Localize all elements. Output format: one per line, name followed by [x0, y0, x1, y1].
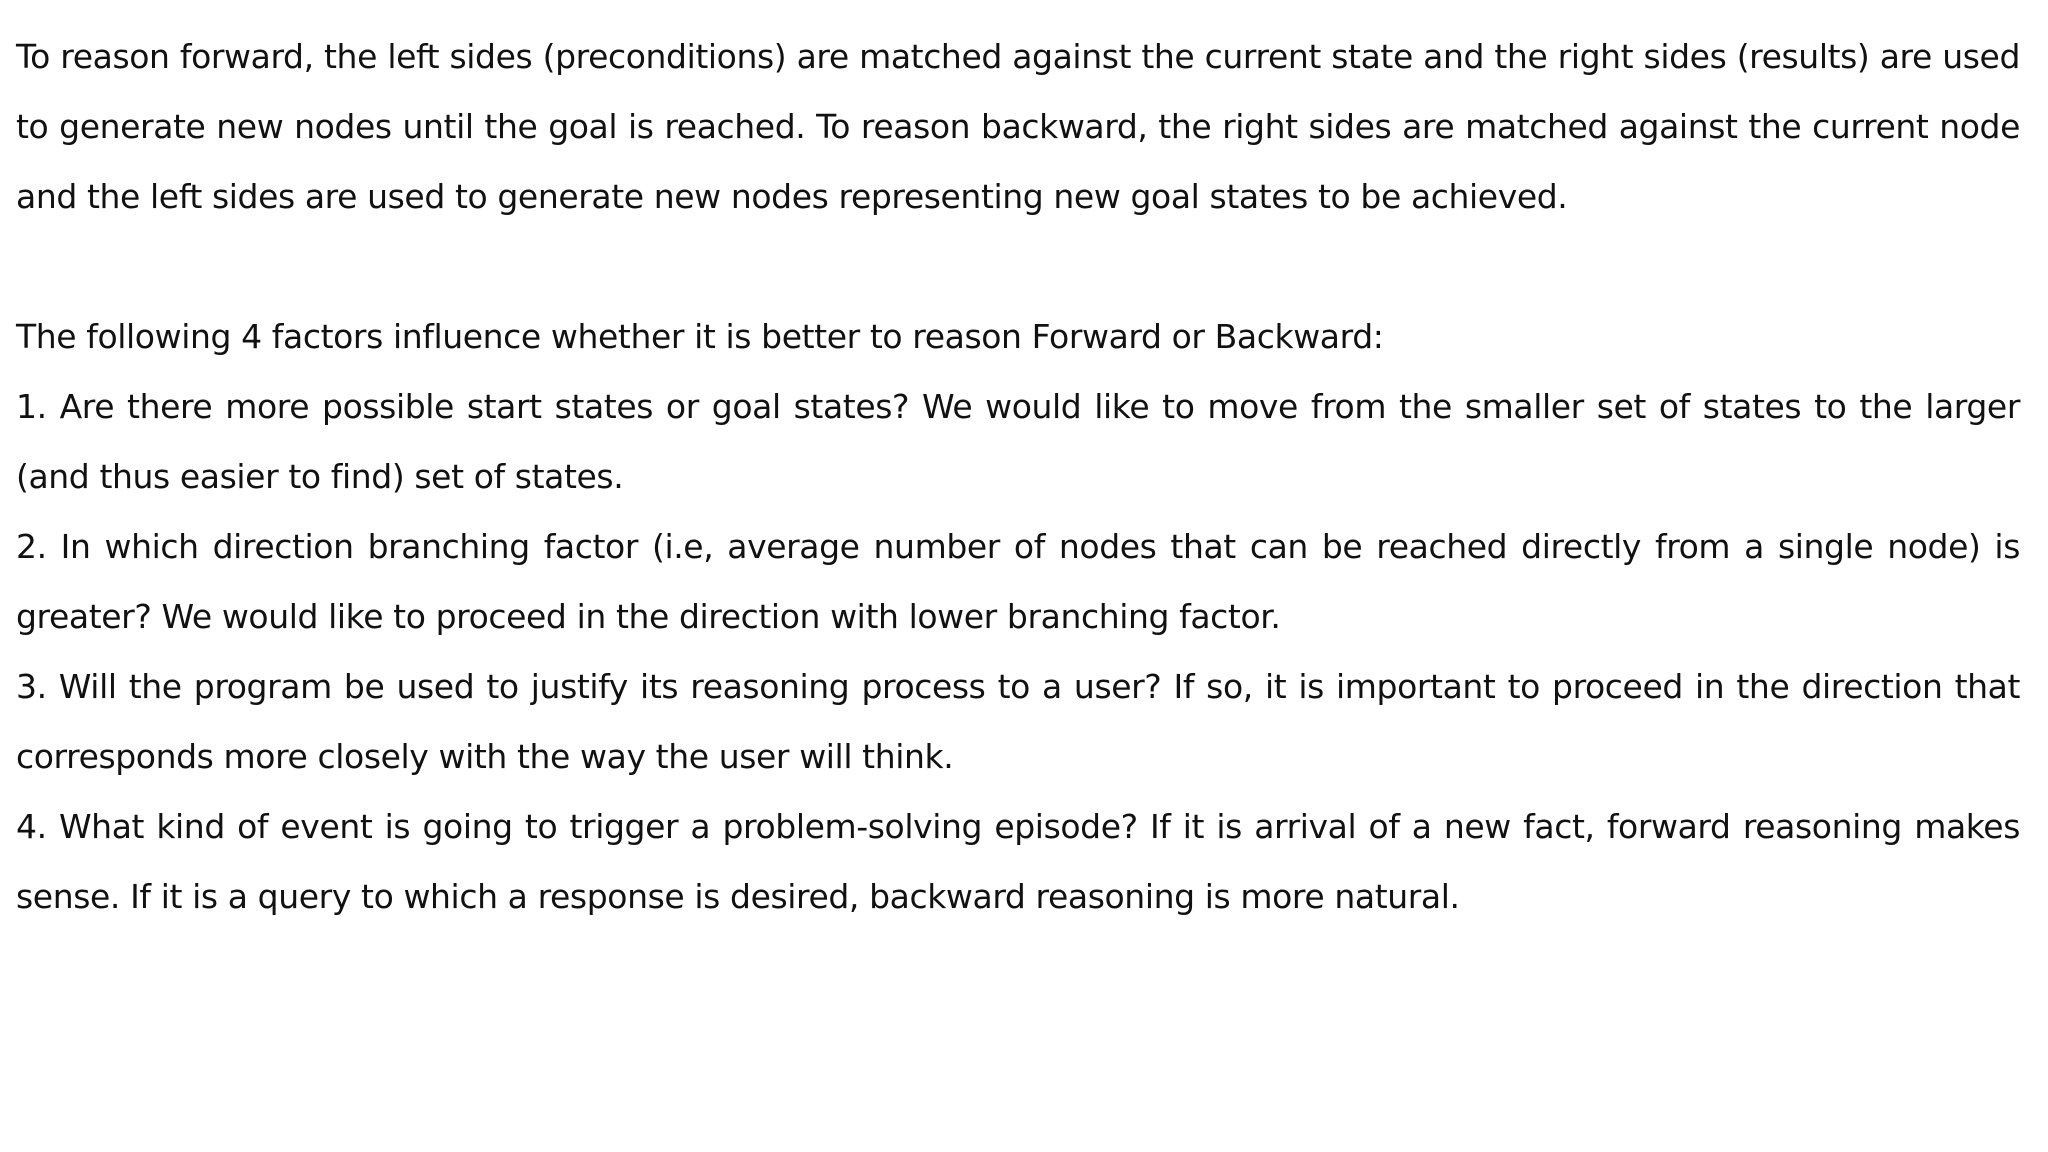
factor-item-4: 4. What kind of event is going to trigger a problem-solving episode? If it is arrival of a new fact, forward reasoning makes sense. If it is a query to which a response is desired, backward reasoning is more natural. [16, 807, 2020, 916]
factor-item-2: 2. In which direction branching factor (i.e, average number of nodes that can be reached directly from a single node) is greater? We would like to proceed in the direction with lower branching factor. [16, 527, 2020, 636]
factor-item-1: 1. Are there more possible start states or goal states? We would like to move from the smaller set of states to the larger (and thus easier to find) set of states. [16, 387, 2020, 496]
document-body [16, 22, 2020, 932]
paragraph-gap [16, 232, 2020, 302]
intro-paragraph: To reason forward, the left sides (preconditions) are matched against the current state and the right sides (results) are used to generate new nodes until the goal is reached. To reason backward, the right sides are matched against the current node and the left sides are used to generate new nodes representing new goal states to be achieved. [16, 37, 2020, 216]
factor-item-3: 3. Will the program be used to justify its reasoning process to a user? If so, it is important to proceed in the direction that corresponds more closely with the way the user will think. [16, 667, 2020, 776]
factors-heading: The following 4 factors influence whether it is better to reason Forward or Backward: [16, 317, 1384, 356]
